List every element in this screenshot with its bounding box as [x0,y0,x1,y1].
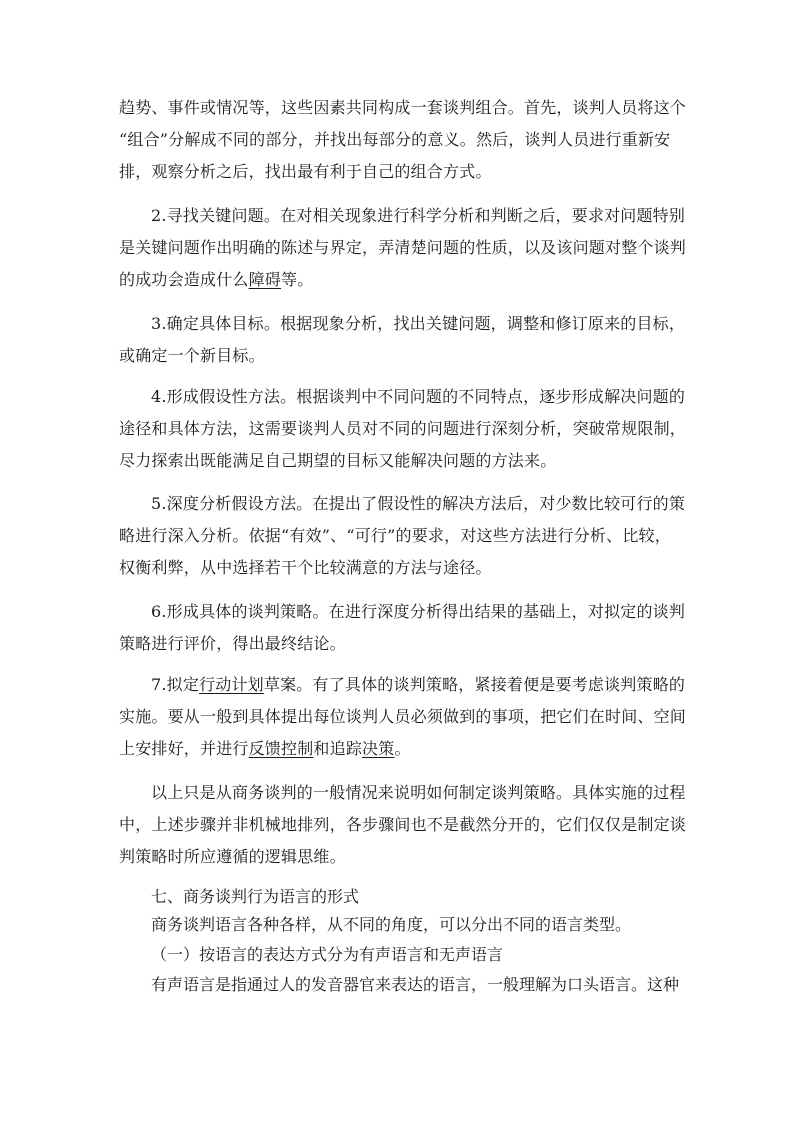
paragraph-step-2 [119,200,687,296]
text-line [119,264,679,296]
text-line: 略进行深入分析。依据“有效”、“可行”的要求，对这些方法进行分析、比较， [119,526,671,545]
paragraph-continuation [119,92,687,188]
text-line: 是关键问题作出明确的陈述与界定，弄清楚问题的性质，以及该问题对整个谈判 [119,238,687,257]
text-line: 排，观察分析之后，找出最有利于自己的组合方式。 [119,162,492,181]
paragraph-step-5 [119,488,686,584]
link-decision[interactable]: 决策 [362,739,395,758]
text-segment: 。 [394,739,411,758]
text-line [119,669,686,701]
paragraph-step-7 [119,669,687,765]
text-line: 途径和具体方法，这需要谈判人员对不同的问题进行深刻分析，突破常规限制， [119,419,687,438]
link-action-plan[interactable]: 行动计划 [199,675,264,694]
text-line: 或确定一个新目标。 [119,346,265,365]
paragraph-summary [119,777,687,873]
link-feedback-control[interactable]: 反馈控制 [248,739,314,758]
text-line: 权衡利弊，从中选择若干个比较满意的方法与途径。 [119,558,492,577]
text-line: 3.确定具体目标。根据现象分析，找出关键问题，调整和修订原来的目标， [151,314,686,333]
text-line: 4.形成假设性方法。根据谈判中不同问题的不同特点，逐步形成解决问题的 [151,387,686,406]
paragraph-step-3 [119,308,686,372]
text-line: 趋势、事件或情况等，这些因素共同构成一套谈判组合。首先，谈判人员将这个 [119,98,687,117]
text-line: 6.形成具体的谈判策略。在进行深度分析得出结果的基础上，对拟定的谈判 [151,602,686,621]
text-segment: 上安排好，并进行 [119,739,249,758]
text-line: 实施。要从一般到具体提出每位谈判人员必须做到的事项，把它们在时间、空间 [119,707,687,726]
section-intro: 商务谈判语言各种各样，从不同的角度，可以分出不同的语言类型。 [151,915,632,934]
section-heading: 七、商务谈判行为语言的形式 [151,887,360,906]
text-segment: 草案。有了具体的谈判策略，紧接着便是要考虑谈判策略的 [263,675,686,694]
text-segment: 的成功会造成什么 [119,270,249,289]
text-line: 中，上述步骤并非机械地排列，各步骤间也不是截然分开的，它们仅仅是制定谈 [119,815,687,834]
paragraph-step-4 [119,381,687,477]
text-segment: 7.拟定 [151,675,200,694]
section-body-line: 有声语言是指通过人的发音器官来表达的语言，一般理解为口头语言。这种 [151,975,680,994]
sub-heading: （一）按语言的表达方式分为有声语言和无声语言 [151,945,504,964]
text-line: 2.寻找关键问题。在对相关现象进行科学分析和判断之后，要求对问题特别 [151,206,686,225]
text-line: 以上只是从商务谈判的一般情况来说明如何制定谈判策略。具体实施的过程 [151,783,686,802]
link-zhangai[interactable]: 障碍 [248,270,282,289]
text-line: 策略进行评价，得出最终结论。 [119,634,346,653]
text-segment: 等。 [281,270,314,289]
paragraph-step-6 [119,596,686,660]
text-line: “组合”分解成不同的部分，并找出每部分的意义。然后，谈判人员进行重新安 [119,130,671,149]
text-line: 判策略时所应遵循的逻辑思维。 [119,847,346,866]
text-line [119,733,679,765]
text-segment: 和追踪 [313,739,363,758]
text-line: 5.深度分析假设方法。在提出了假设性的解决方法后，对少数比较可行的策 [151,494,686,513]
text-line: 尽力探索出既能满足自己期望的目标又能解决问题的方法来。 [119,451,557,470]
